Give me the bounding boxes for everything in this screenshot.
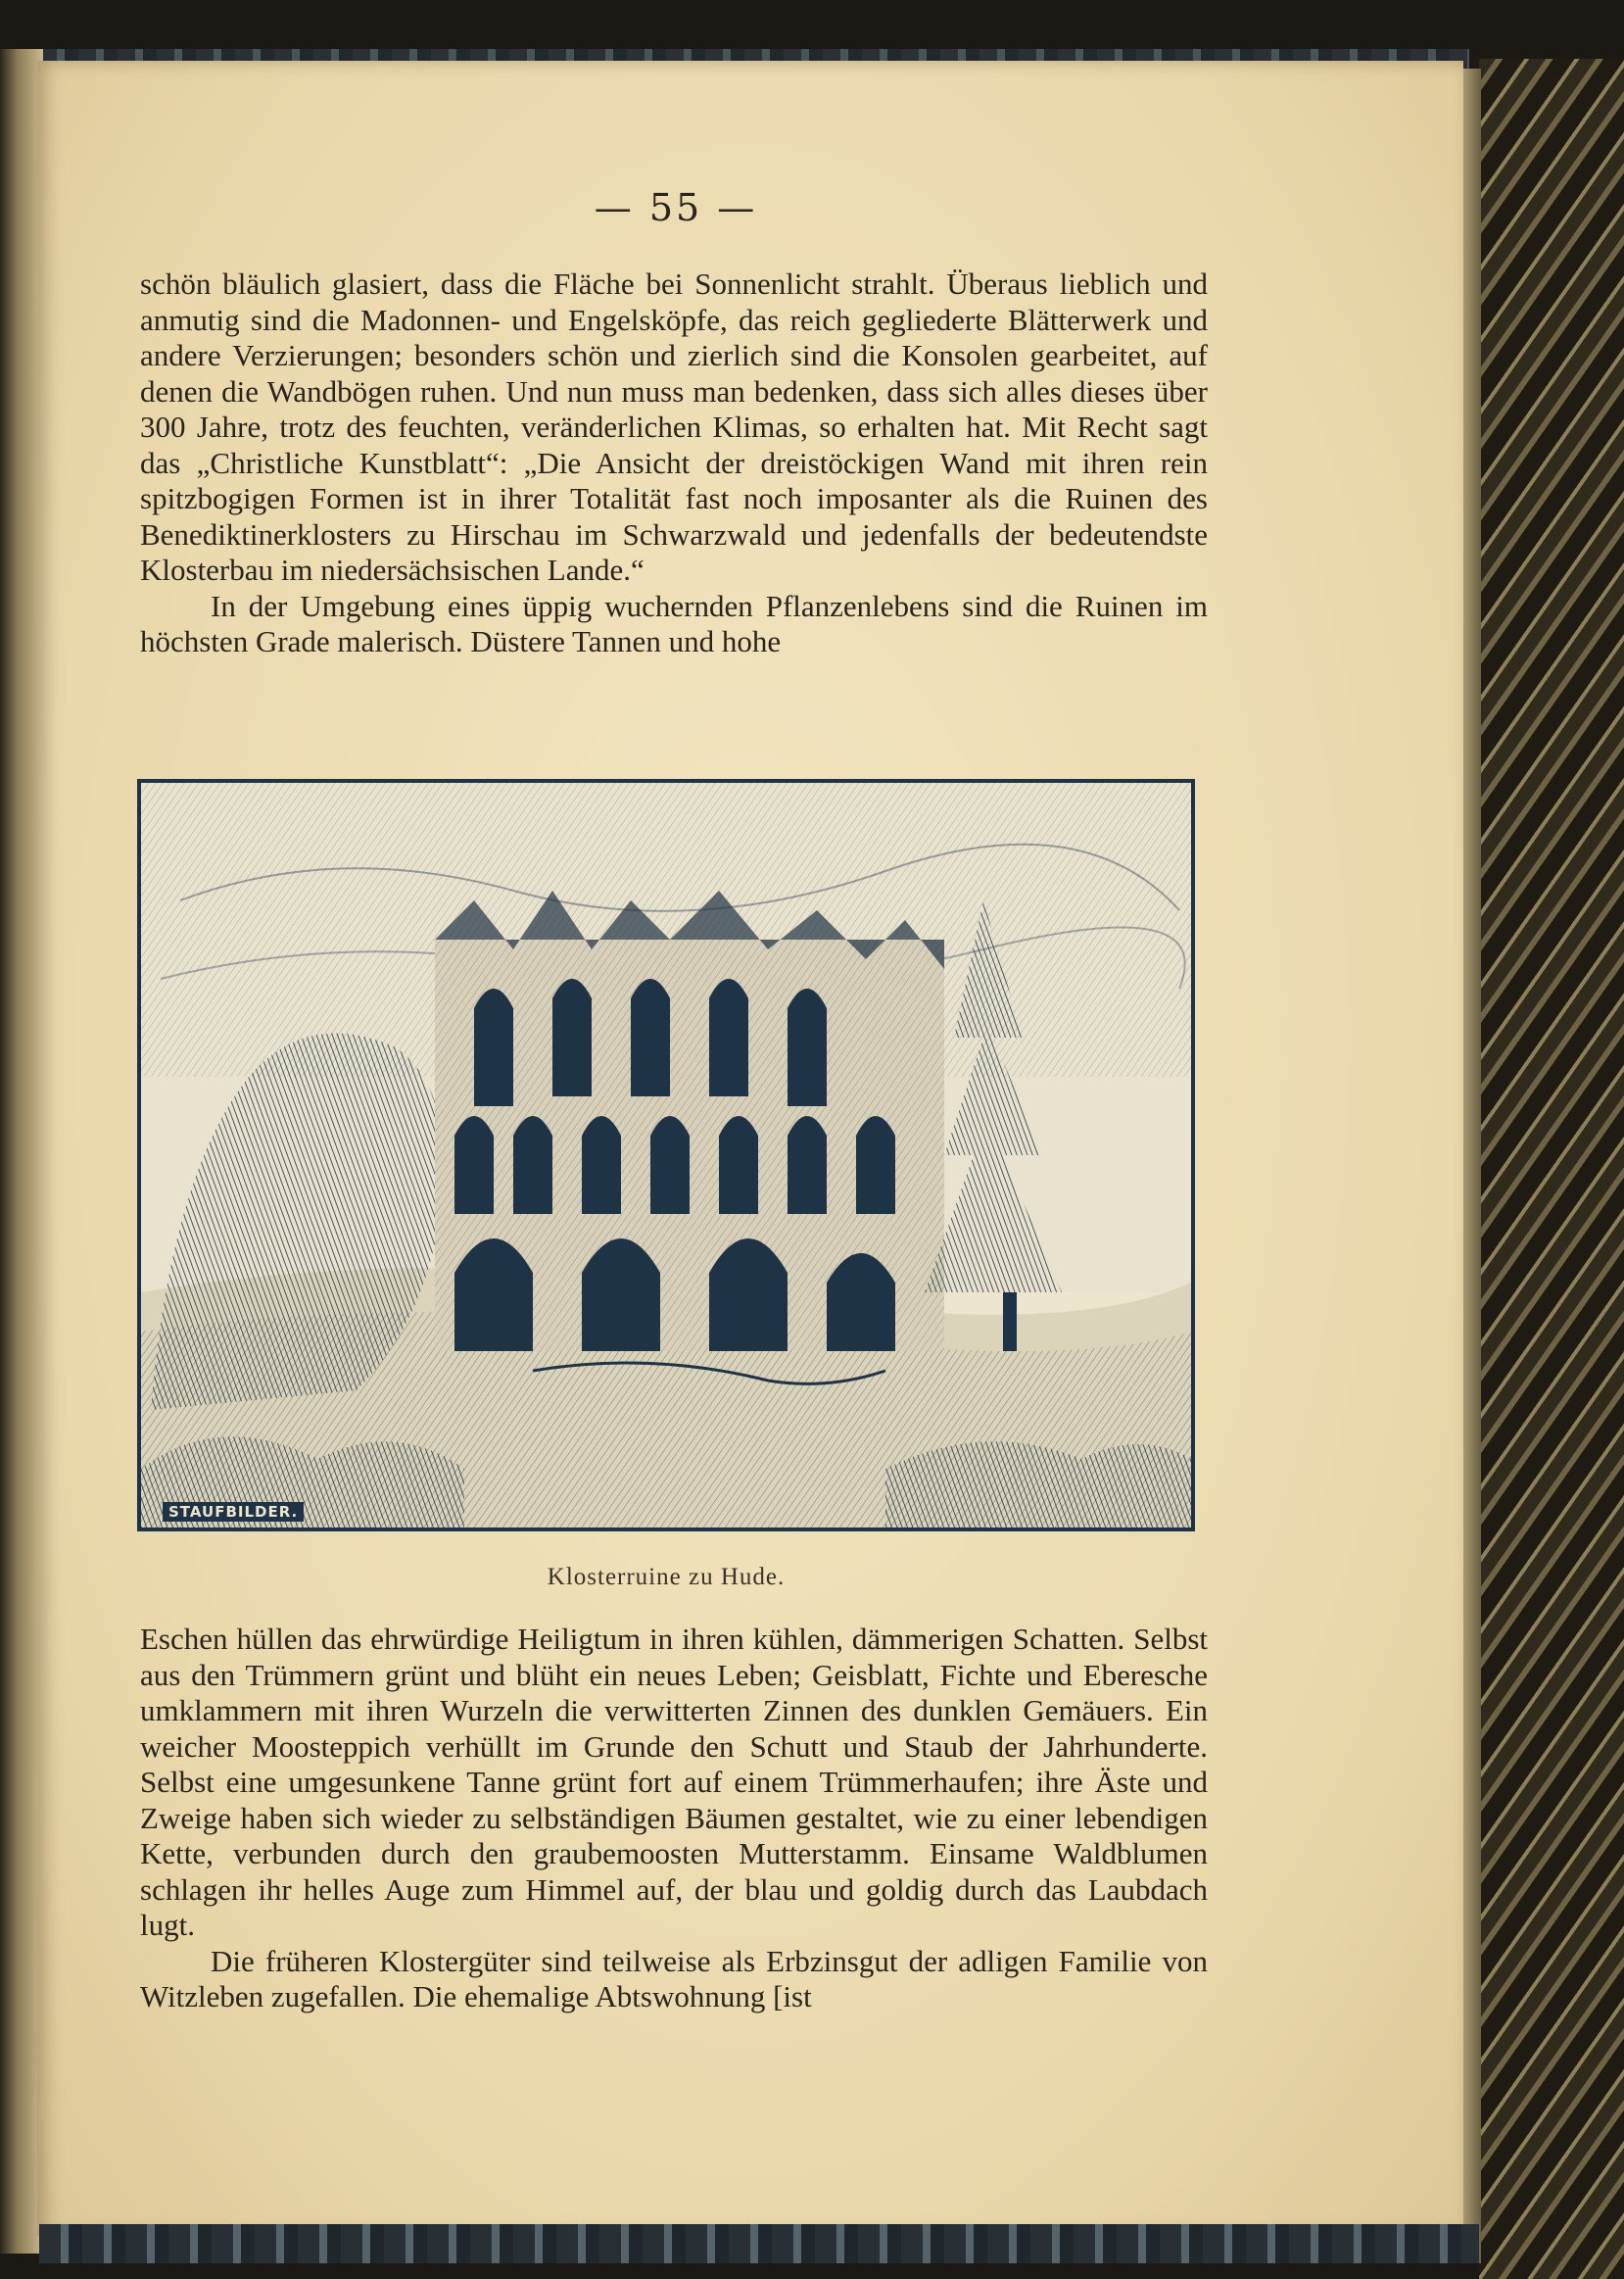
marbled-cover [1479,59,1624,2279]
paragraph: Die früheren Klostergüter sind teilweise als Erbzinsgut der adligen Familie von Witzleben zugefallen. Die ehemalige Abtswohnung [ist [140,1943,1208,2013]
bottom-binding [39,2224,1479,2263]
paragraph: schön bläulich glasiert, dass die Fläche bei Sonnenlicht strahlt. Überaus lieblich und anmutig sind die Madonnen- und Engelsköpfe, das reich gegliederte Blätterwerk und andere Verzierungen; besonders schön und zierlich sind die Konsolen gearbeitet, auf denen die Wandbögen ruhen. Und nun muss man bedenken, dass sich alles dieses über 300 Jahre, trotz des feuchten, veränderlichen Klimas, so erhalten hat. Mit Recht sagt das „Christliche Kunstblatt“: „Die Ansicht der dreistöckigen Wand mit ihren rein spitzbogigen Formen ist in ihrer Totalität fast noch imposanter als die Ruinen des Benediktinerklosters zu Hirschau im Schwarzwald und jedenfalls der bedeutendste Klosterbau im niedersächsischen Lande.“ [140,267,1208,587]
artist-signature: STAUFBILDER. [163,1502,304,1522]
paragraph: Eschen hüllen das ehrwürdige Heiligtum in ihren kühlen, dämmerigen Schatten. Selbst aus den Trümmern grünt und blüht ein neues Leben; Geisblatt, Fichte und Eberesche umklammern mit ihren Wurzeln die verwitterten Zinnen des dunklen Gemäuers. Ein weicher Moosteppich verhüllt im Grunde den Schutt und Staub der Jahrhunderte. Selbst eine umgesunkene Tanne grünt fort auf einem Trümmerhaufen; ihre Äste und Zweige haben sich wieder zu selbständigen Bäumen gestaltet, wie zu einer lebendigen Kette, verbunden durch den graubemoosten Mutterstamm. Einsame Waldblumen schlagen ihr helles Auge zum Himmel auf, der blau und goldig durch das Laubdach lugt. [140,1622,1208,1942]
page-number: — 55 — [594,186,758,229]
ruin-engraving [141,783,1191,1527]
illustration-monastery-ruin [137,779,1195,1531]
paragraph: In der Umgebung eines üppig wuchernden Pflanzenlebens sind die Ruinen im höchsten Grade malerisch. Düstere Tannen und hohe [140,588,1208,658]
text-top [140,267,1208,660]
text-bottom [140,1622,1208,2015]
figure-caption: Klosterruine zu Hude. [547,1564,786,1590]
